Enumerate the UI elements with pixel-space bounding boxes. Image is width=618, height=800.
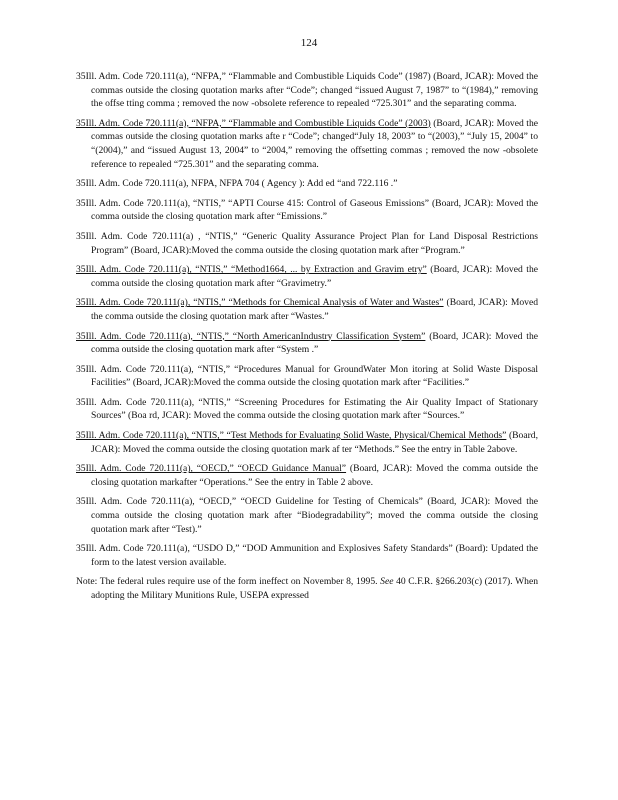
list-item	[76, 263, 538, 290]
note-see: See	[380, 576, 394, 588]
entry-text: 35Ill. Adm. Code 720.111(a), NFPA, NFPA 704 ( Agency ): Add ed “and 722.116 .”	[76, 178, 398, 190]
entry-text: (Board, JCAR): Moved the comma outside the closing quotation mark after “Gravimetry.”	[91, 264, 538, 289]
list-item	[76, 363, 538, 390]
entry-text: (Board, JCAR): Moved the comma outside the closing quotation mark after “Wastes.”	[91, 297, 539, 322]
entry-text: (Board, JCAR): Moved the comma outside the closing quotation markafter “Operations.” See the entry in Table 2 above.	[91, 463, 538, 488]
entry-text: (Board, JCAR): Moved the commas outside the closing quotation marks afte r “Code”; changed“July 18, 2003” to “(2003),” “July 15, 2004” to “(2004),” and “issued August 13, 2004” to “2004,” removing the offsetting commas ; removed the now -obsolete reference to repealed “725.301” and the separating comma.	[91, 117, 538, 170]
entry-text: 35Ill. Adm. Code 720.111(a), “USDO D,” “DOD Ammunition and Explosives Safety Standards” (Board): Updated the form to the latest version available.	[76, 543, 538, 568]
list-item	[76, 542, 538, 569]
list-item	[76, 117, 538, 171]
note-text: Note: The federal rules require use of the form ineffect on November 8, 1995.	[76, 576, 381, 588]
list-item	[76, 177, 538, 191]
page-number: 124	[300, 37, 318, 49]
entry-text: (Board, JCAR): Moved the comma outside the closing quotation mark after “System .”	[91, 330, 538, 356]
entry-text: 35Ill. Adm. Code 720.111(a), “NTIS,” “Procedures Manual for GroundWater Mon itoring at Solid Waste Disposal Facilities” (Board, JCAR):Moved the comma outside the closing quotation mark after “Facilities.”	[76, 363, 538, 389]
list-item	[76, 462, 538, 489]
list-item	[76, 197, 538, 224]
document-body	[76, 70, 538, 603]
list-item	[76, 429, 538, 456]
list-item	[76, 495, 538, 536]
entry-text: 35Ill. Adm. Code 720.111(a), “NTIS,” “Screening Procedures for Estimating the Air Quality Impact of Stationary Sources” (Boa rd, JCAR): Moved the comma outside the closing quotation mark after “Sources.”	[76, 396, 538, 422]
note-paragraph	[76, 575, 538, 602]
note-text-continued: 40 C.F.R. §266.203(c) (2017). When adopting the Military Munitions Rule, USEPA expressed	[91, 576, 538, 601]
entry-text: 35Ill. Adm. Code 720.111(a), “OECD,” “OECD Guideline for Testing of Chemicals” (Board, JCAR): Moved the comma outside the closing quotation mark after “Biodegradability”; moved the comma outside the closing quotation mark after “Test).”	[76, 496, 538, 535]
entry-text: (Board, JCAR): Moved the comma outside the closing quotation mark af ter “Methods.” See the entry in Table 2above.	[91, 430, 539, 455]
list-item	[76, 296, 538, 323]
underlined-text: 35Ill. Adm. Code 720.111(a), “NFPA,” “Flammable and Combustible Liquids Code” (2003)	[76, 117, 431, 129]
list-item	[76, 230, 538, 257]
list-item	[76, 70, 538, 111]
underlined-text: 35Ill. Adm. Code 720.111(a), “NTIS,” “Test Methods for Evaluating Solid Waste, Physical/Chemical Methods”	[76, 430, 507, 442]
underlined-text: 35Ill. Adm. Code 720.111(a), “NTIS,” “Methods for Chemical Analysis of Water and Wastes”	[76, 297, 444, 309]
list-item	[76, 396, 538, 423]
entry-text: 35Ill. Adm. Code 720.111(a), “NFPA,” “Flammable and Combustible Liquids Code” (1987) (Board, JCAR): Moved the commas outside the closing quotation marks after “Code”; changed “issued August 7, 1987” to “(1984),” removing the offse tting comma ; removed the now -obsolete reference to repealed “725.301” and the separating comma.	[76, 71, 538, 110]
entry-text: 35Ill. Adm. Code 720.111(a) , “NTIS,” “Generic Quality Assurance Project Plan for Land Disposal Restrictions Program” (Board, JCAR):Moved the comma outside the closing quotation mark after “Program.”	[76, 230, 538, 256]
entry-text: 35Ill. Adm. Code 720.111(a), “NTIS,” “APTI Course 415: Control of Gaseous Emissions” (Board, JCAR): Moved the comma outside the closing quotation mark after “Emissions.”	[76, 197, 538, 223]
list-item	[76, 330, 538, 357]
underlined-text: 35Ill. Adm. Code 720.111(a), “OECD,” “OECD Guidance Manual”	[76, 463, 347, 475]
underlined-text: 35Ill. Adm. Code 720.111(a), “NTIS,” “Method1664, ... by Extraction and Gravim etry”	[76, 264, 427, 276]
underlined-text: 35Ill. Adm. Code 720.111(a), “NTIS,” “North AmericanIndustry Classification System”	[76, 330, 426, 342]
